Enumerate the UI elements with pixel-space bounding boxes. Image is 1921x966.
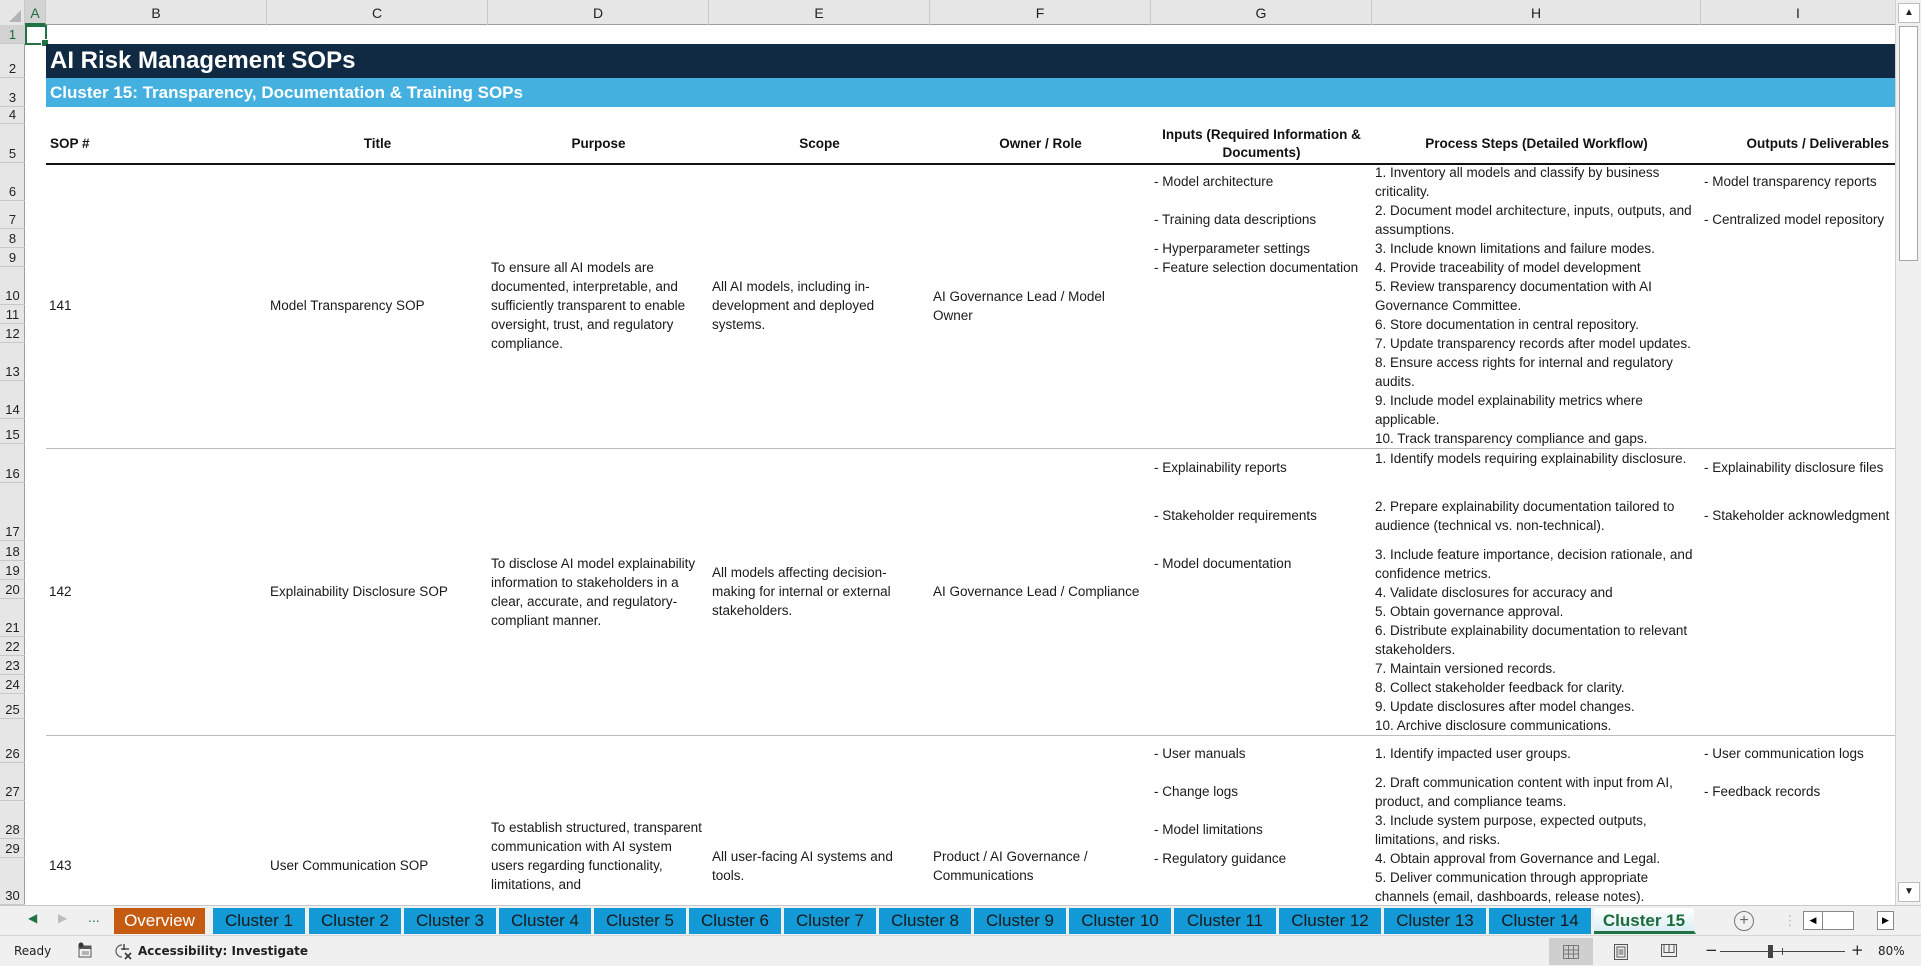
row-header[interactable]: 30 xyxy=(0,858,25,905)
tab-cluster-10[interactable]: Cluster 10 xyxy=(1069,908,1173,934)
step-item[interactable]: 7. Maintain versioned records. xyxy=(1375,661,1556,676)
step-item[interactable]: 9. Include model explainability metrics where applicable. xyxy=(1375,393,1643,427)
cell-owner[interactable]: Product / AI Governance / Communications xyxy=(933,849,1088,883)
row-header[interactable]: 21 xyxy=(0,599,25,637)
row-header[interactable]: 1 xyxy=(0,25,25,44)
step-item[interactable]: 3. Include feature importance, decision rationale, and confidence metrics. xyxy=(1375,547,1693,581)
row-header[interactable]: 25 xyxy=(0,694,25,719)
step-item[interactable]: 4. Obtain approval from Governance and Legal. xyxy=(1375,851,1661,866)
column-header-f[interactable]: F xyxy=(930,0,1151,25)
header-title: Title xyxy=(363,135,392,151)
header-purpose: Purpose xyxy=(571,135,626,151)
zoom-level[interactable]: 80% xyxy=(1878,944,1905,958)
tab-cluster-9[interactable]: Cluster 9 xyxy=(974,908,1068,934)
purpose-text: To ensure all AI models are documented, interpretable, and sufficiently transparent to enable oversight, trust, and regulatory compliance. xyxy=(491,260,686,351)
row-header[interactable]: 29 xyxy=(0,839,25,858)
output-item[interactable]: - Stakeholder acknowledgment xyxy=(1704,508,1890,523)
tab-cluster-3[interactable]: Cluster 3 xyxy=(404,908,498,934)
row-header[interactable]: 13 xyxy=(0,343,25,381)
status-ready: Ready xyxy=(14,944,52,958)
row-header[interactable]: 8 xyxy=(0,229,25,248)
step-item[interactable]: 4. Provide traceability of model development xyxy=(1375,260,1641,275)
step-item[interactable]: 8. Collect stakeholder feedback for clarity. xyxy=(1375,680,1625,695)
cell-title[interactable]: User Communication SOP xyxy=(270,858,429,873)
step-item[interactable]: 10. Archive disclosure communications. xyxy=(1375,718,1612,733)
column-header-d[interactable]: D xyxy=(488,0,709,25)
row-header[interactable]: 7 xyxy=(0,201,25,229)
row-header[interactable]: 4 xyxy=(0,107,25,124)
row-header[interactable]: 2 xyxy=(0,44,25,78)
tab-overview[interactable]: Overview xyxy=(114,908,207,934)
scope-text: All models affecting decision-making for internal or external stakeholders. xyxy=(712,565,891,618)
step-item[interactable]: 3. Include known limitations and failure modes. xyxy=(1375,241,1655,256)
scope-text: All AI models, including in-development and deployed systems. xyxy=(712,279,875,332)
page-layout-icon xyxy=(1614,944,1628,960)
page-break-preview-button[interactable] xyxy=(1647,938,1691,965)
column-header-g[interactable]: G xyxy=(1151,0,1372,25)
column-header-bar xyxy=(0,0,1895,25)
row-header[interactable]: 23 xyxy=(0,656,25,675)
row-header[interactable]: 15 xyxy=(0,419,25,444)
header-sop-number: SOP # xyxy=(50,135,90,151)
cell-scope[interactable] xyxy=(709,847,930,885)
step-item[interactable]: 10. Track transparency compliance and gaps. xyxy=(1375,431,1648,446)
add-sheet-icon[interactable]: + xyxy=(1734,911,1754,931)
scrollbar-thumb[interactable] xyxy=(1899,26,1918,261)
row-header[interactable]: 20 xyxy=(0,580,25,599)
cell-scope[interactable] xyxy=(709,449,930,734)
input-item[interactable]: - Hyperparameter settings xyxy=(1154,241,1311,256)
tab-cluster-13[interactable]: Cluster 13 xyxy=(1384,908,1488,934)
cell-title[interactable]: Explainability Disclosure SOP xyxy=(270,584,448,599)
tab-cluster-8[interactable]: Cluster 8 xyxy=(879,908,973,934)
input-item[interactable]: - Explainability reports xyxy=(1154,460,1287,475)
row-header[interactable]: 26 xyxy=(0,719,25,763)
step-item[interactable]: 4. Validate disclosures for accuracy and xyxy=(1375,585,1613,600)
output-item[interactable]: - User communication logs xyxy=(1704,746,1864,761)
cell-title[interactable]: Model Transparency SOP xyxy=(270,298,425,313)
worksheet-grid[interactable] xyxy=(25,25,1895,905)
cell-scope[interactable] xyxy=(709,163,930,448)
step-item[interactable]: 1. Inventory all models and classify by business criticality. xyxy=(1375,165,1660,199)
step-item[interactable]: 2. Document model architecture, inputs, outputs, and assumptions. xyxy=(1375,203,1692,237)
row-header[interactable]: 5 xyxy=(0,124,25,163)
sheet-subtitle: Cluster 15: Transparency, Documentation & Training SOPs xyxy=(46,78,1895,107)
step-item[interactable]: 9. Update disclosures after model changes. xyxy=(1375,699,1635,714)
step-item[interactable]: 2. Prepare explainability documentation tailored to audience (technical vs. non-technical). xyxy=(1375,499,1675,533)
step-item[interactable]: 5. Review transparency documentation with AI Governance Committee. xyxy=(1375,279,1652,313)
column-header-b[interactable]: B xyxy=(46,0,267,25)
input-item[interactable]: - Training data descriptions xyxy=(1154,212,1317,227)
column-header-a[interactable]: A xyxy=(25,0,46,25)
cell-sop-number[interactable]: 142 xyxy=(49,584,72,599)
row-header[interactable]: 9 xyxy=(0,248,25,267)
purpose-text: To disclose AI model explainability information to stakeholders in a clear, accurate, and regulatory-compliant manner. xyxy=(491,555,696,628)
macro-record-icon[interactable] xyxy=(77,942,93,961)
input-item[interactable]: - Model limitations xyxy=(1154,822,1263,837)
cell-owner[interactable]: AI Governance Lead / Compliance xyxy=(933,584,1140,599)
step-item[interactable]: 1. Identify models requiring explainability disclosure. xyxy=(1375,451,1687,466)
previous-sheet-icon[interactable]: ◀ xyxy=(28,911,38,925)
header-process-steps: Process Steps (Detailed Workflow) xyxy=(1425,135,1648,151)
output-item[interactable]: - Model transparency reports xyxy=(1704,174,1877,189)
zoom-in-button[interactable]: + xyxy=(1851,941,1864,959)
sheet-tab-bar xyxy=(0,905,1921,935)
row-header[interactable]: 10 xyxy=(0,267,25,305)
row-header[interactable]: 24 xyxy=(0,675,25,694)
step-item[interactable]: 3. Include system purpose, expected outputs, limitations, and risks. xyxy=(1375,813,1647,847)
column-header-e[interactable]: E xyxy=(709,0,930,25)
page-layout-view-button[interactable] xyxy=(1599,938,1643,965)
row-header[interactable]: 17 xyxy=(0,483,25,541)
selected-cell-a1[interactable] xyxy=(25,25,47,45)
header-owner: Owner / Role xyxy=(999,135,1082,151)
scroll-down-arrow-icon[interactable]: ▼ xyxy=(1898,882,1920,902)
output-item[interactable]: - Explainability disclosure files xyxy=(1704,460,1884,475)
grid-view-icon xyxy=(1563,945,1579,959)
output-item[interactable]: - Feedback records xyxy=(1704,784,1821,799)
tab-cluster-12[interactable]: Cluster 12 xyxy=(1279,908,1383,934)
input-item[interactable]: - Regulatory guidance xyxy=(1154,851,1287,866)
step-item[interactable]: 5. Obtain governance approval. xyxy=(1375,604,1564,619)
input-item[interactable]: - User manuals xyxy=(1154,746,1246,761)
step-item[interactable]: 6. Distribute explainability documentation to relevant stakeholders. xyxy=(1375,623,1688,657)
header-outputs: Outputs / Deliverables xyxy=(1746,135,1889,151)
input-item[interactable]: - Feature selection documentation xyxy=(1154,260,1359,275)
tab-cluster-6[interactable]: Cluster 6 xyxy=(689,908,783,934)
header-inputs: Inputs (Required Information & Documents) xyxy=(1162,126,1361,160)
tab-cluster-4[interactable]: Cluster 4 xyxy=(499,908,593,934)
column-header-i[interactable]: I xyxy=(1796,5,1800,21)
tab-cluster-11[interactable]: Cluster 11 xyxy=(1174,908,1278,934)
row-header[interactable]: 22 xyxy=(0,637,25,656)
step-item[interactable]: 8. Ensure access rights for internal and regulatory audits. xyxy=(1375,355,1673,389)
column-header-h[interactable]: H xyxy=(1372,0,1701,25)
purpose-text: To establish structured, transparent communication with AI system users regarding functionality, limitations, and xyxy=(491,820,702,892)
input-item[interactable]: - Change logs xyxy=(1154,784,1239,799)
step-item[interactable]: 5. Deliver communication through appropriate channels (email, dashboards, release notes). xyxy=(1375,870,1649,904)
cell-purpose[interactable] xyxy=(488,163,709,448)
accessibility-status-button[interactable]: Accessibility: Investigate xyxy=(138,944,309,958)
header-scope: Scope xyxy=(799,135,840,151)
row-header[interactable]: 16 xyxy=(0,444,25,483)
row-header[interactable]: 12 xyxy=(0,324,25,343)
output-item[interactable]: - Centralized model repository xyxy=(1704,212,1885,227)
scroll-up-arrow-icon[interactable]: ▲ xyxy=(1898,3,1920,23)
row-header[interactable]: 14 xyxy=(0,381,25,419)
cell-owner[interactable]: AI Governance Lead / Model Owner xyxy=(933,288,1105,323)
row-header[interactable]: 28 xyxy=(0,801,25,839)
step-item[interactable]: 1. Identify impacted user groups. xyxy=(1375,746,1571,761)
row-header[interactable]: 6 xyxy=(0,163,25,201)
tab-splitter-handle[interactable]: ⋮ xyxy=(1783,912,1797,928)
row-header[interactable]: 11 xyxy=(0,305,25,324)
column-header-c[interactable]: C xyxy=(267,0,488,25)
input-item[interactable]: - Model documentation xyxy=(1154,556,1292,571)
cell-sop-number[interactable]: 143 xyxy=(49,858,72,873)
zoom-slider-center-tick xyxy=(1782,948,1783,955)
input-item[interactable]: - Model architecture xyxy=(1154,174,1274,189)
more-sheets-button[interactable]: ... xyxy=(88,909,100,925)
horizontal-scrollbar-thumb[interactable] xyxy=(1822,911,1854,930)
step-item[interactable]: 7. Update transparency records after model updates. xyxy=(1375,336,1691,351)
status-bar xyxy=(0,935,1921,966)
tab-cluster-5[interactable]: Cluster 5 xyxy=(594,908,688,934)
scope-text: All user-facing AI systems and tools. xyxy=(712,849,893,883)
cell-purpose[interactable] xyxy=(488,818,709,894)
next-sheet-icon[interactable]: ▶ xyxy=(58,911,68,925)
cell-purpose[interactable] xyxy=(488,449,709,734)
step-item[interactable]: 6. Store documentation in central repository. xyxy=(1375,317,1639,332)
tab-cluster-2[interactable]: Cluster 2 xyxy=(309,908,403,934)
step-item[interactable]: 2. Draft communication content with input from AI, product, and compliance teams. xyxy=(1375,775,1673,809)
record-separator xyxy=(46,735,1895,736)
row-header-bar xyxy=(0,25,25,905)
row-header[interactable]: 3 xyxy=(0,78,25,107)
zoom-slider-thumb[interactable] xyxy=(1768,945,1773,958)
scroll-right-icon[interactable]: ▶ xyxy=(1877,911,1894,930)
cell-sop-number[interactable]: 141 xyxy=(49,298,72,313)
tab-cluster-1[interactable]: Cluster 1 xyxy=(213,908,307,934)
row-header[interactable]: 27 xyxy=(0,763,25,801)
row-header[interactable]: 19 xyxy=(0,561,25,580)
tab-cluster-7[interactable]: Cluster 7 xyxy=(784,908,878,934)
tab-cluster-14[interactable]: Cluster 14 xyxy=(1489,908,1593,934)
row-header[interactable]: 18 xyxy=(0,541,25,561)
zoom-out-button[interactable]: − xyxy=(1705,941,1718,959)
select-all-button[interactable] xyxy=(0,0,25,25)
page-break-icon xyxy=(1661,944,1677,960)
input-item[interactable]: - Stakeholder requirements xyxy=(1154,508,1317,523)
scroll-left-icon[interactable]: ◀ xyxy=(1803,911,1823,930)
vertical-scrollbar[interactable] xyxy=(1895,0,1921,905)
sheet-title: AI Risk Management SOPs xyxy=(46,44,1895,78)
tab-cluster-15[interactable]: Cluster 15 xyxy=(1594,908,1696,934)
accessibility-icon[interactable] xyxy=(115,942,133,963)
normal-view-button[interactable] xyxy=(1549,938,1593,965)
